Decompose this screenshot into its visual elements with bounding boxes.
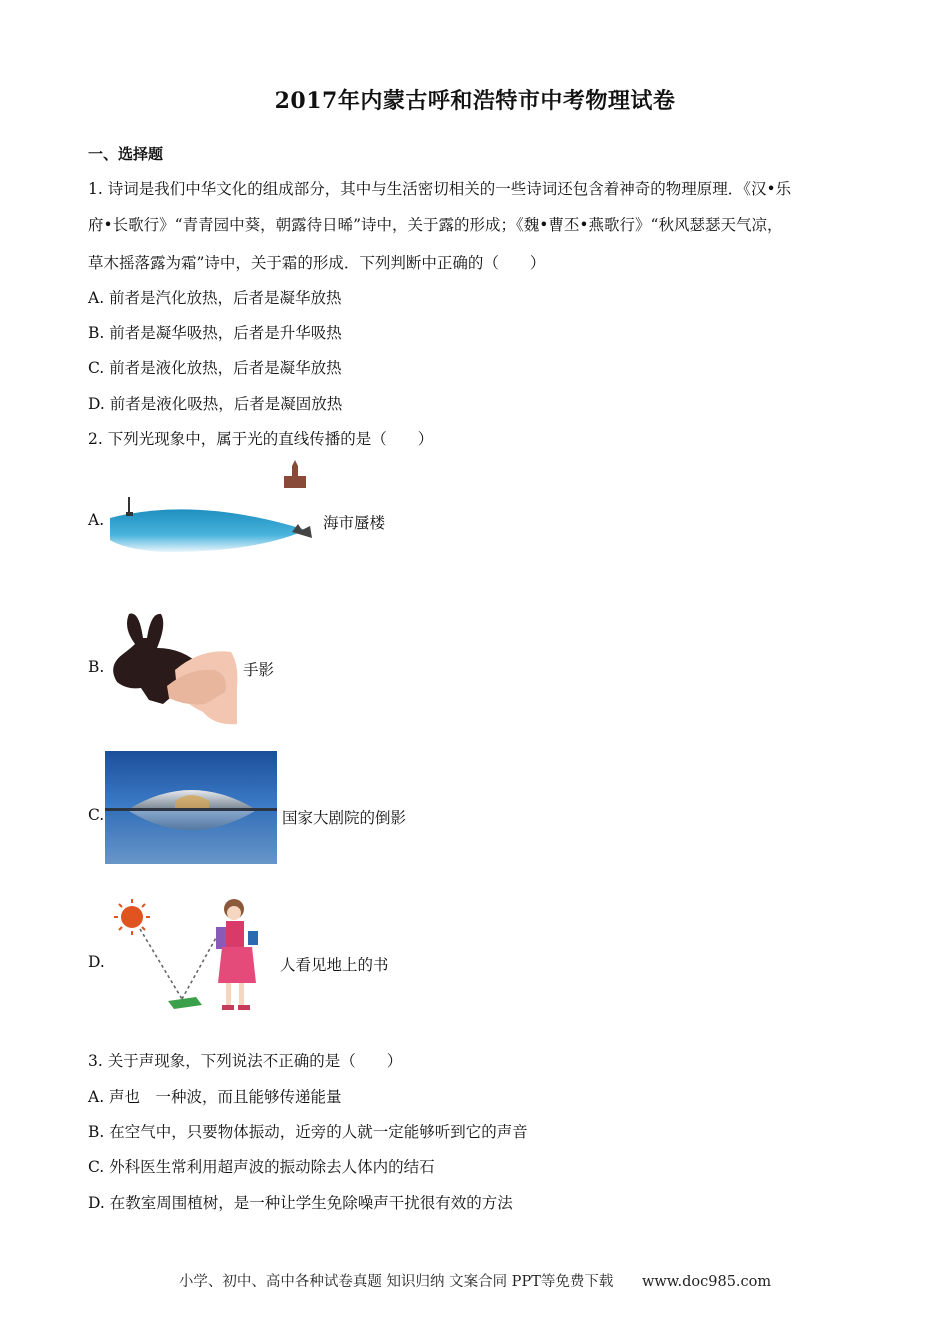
q1-stem-line-1: 1. 诗词是我们中华文化的组成部分，其中与生活密切相关的一些诗词还包含着神奇的物理原理．《汉•乐 (88, 180, 792, 198)
footer-promo-text: 小学、初中、高中各种试卷真题 知识归纳 文案合同 PPT等免费下载 (178, 1274, 614, 1290)
q2-option-b-label: B. (88, 658, 105, 676)
section-heading: 一、选择题 (88, 145, 164, 163)
q2-option-a-caption: 海市蜃楼 (323, 514, 386, 532)
hand-shadow-image (105, 608, 239, 726)
page-title: 2017年内蒙古呼和浩特市中考物理试卷 (274, 88, 676, 114)
q1-option-c: C. 前者是液化放热，后者是凝华放热 (88, 359, 342, 377)
page-footer (0, 1270, 950, 1291)
q2-option-c-caption: 国家大剧院的倒影 (282, 809, 407, 827)
sun-book-girl-image (110, 893, 274, 1021)
q2-stem: 2. 下列光现象中，属于光的直线传播的是（ ） (88, 430, 434, 448)
q1-option-a: A. 前者是汽化放热，后者是凝华放热 (88, 289, 342, 307)
footer-site-link[interactable]: www.doc985.com (641, 1274, 772, 1290)
q1-stem-line-3: 草木摇落露为霜”诗中，关于霜的形成．下列判断中正确的（ ） (88, 254, 546, 272)
q2-option-b-caption: 手影 (243, 661, 275, 679)
q3-stem: 3. 关于声现象，下列说法不正确的是（ ） (88, 1052, 403, 1070)
q1-option-d: D. 前者是液化吸热，后者是凝固放热 (88, 395, 343, 413)
q2-option-a-label: A. (88, 511, 105, 529)
q1-stem-line-2: 府•长歌行》“青青园中葵，朝露待日晞”诗中，关于露的形成；《魏•曹丕•燕歌行》“秋风瑟瑟天气凉， (88, 216, 783, 234)
q3-option-a: A. 声也 一种波，而且能够传递能量 (88, 1088, 342, 1106)
mirage-image (106, 460, 318, 556)
q2-option-d-caption: 人看见地上的书 (280, 956, 389, 974)
q2-option-d-label: D. (88, 953, 105, 971)
q1-option-b: B. 前者是凝华吸热，后者是升华吸热 (88, 324, 342, 342)
q3-option-d: D. 在教室周围植树，是一种让学生免除噪声干扰很有效的方法 (88, 1194, 513, 1212)
q3-option-b: B. 在空气中，只要物体振动，近旁的人就一定能够听到它的声音 (88, 1123, 528, 1141)
grand-theater-image (105, 751, 277, 864)
q3-option-c: C. 外科医生常利用超声波的振动除去人体内的结石 (88, 1158, 435, 1176)
q2-option-c-label: C. (88, 806, 105, 824)
